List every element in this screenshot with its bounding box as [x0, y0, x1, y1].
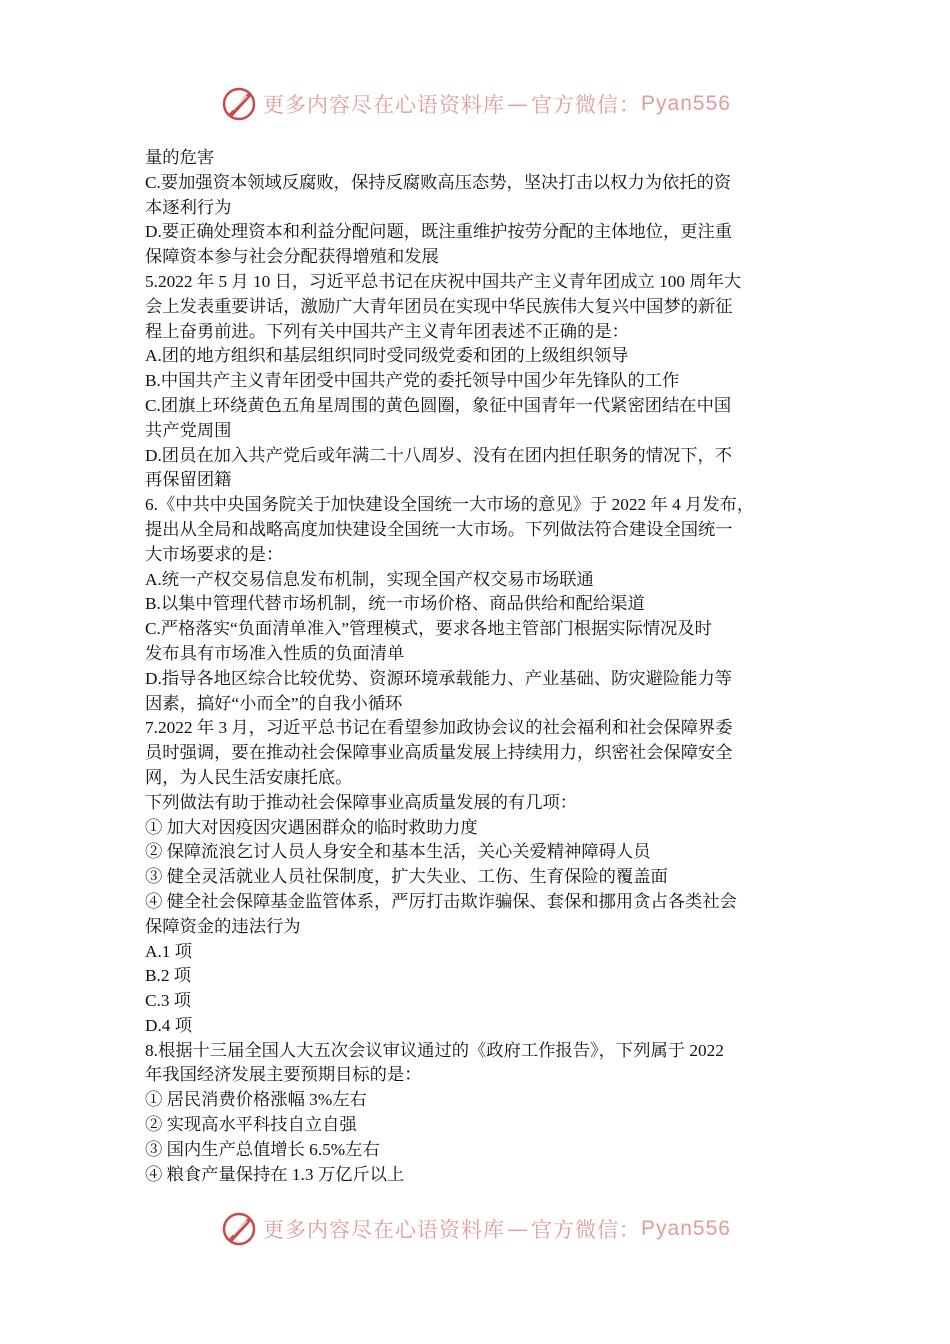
question-6-text: 6.《中共中央国务院关于加快建设全国统一大市场的意见》于 2022 年 4 月发布，	[145, 495, 755, 515]
question-7-text: 7.2022 年 3 月，习近平总书记在看望参加政协会议的社会福利和社会保障界委	[145, 718, 733, 738]
text-line: 因素，搞好“小而全”的自我小循环	[145, 693, 403, 713]
text-line: 提出从全局和战略高度加快建设全国统一大市场。下列做法符合建设全国统一	[145, 519, 733, 539]
quill-logo-icon	[219, 1209, 259, 1249]
text-line: 保障资金的违法行为	[145, 916, 301, 936]
option-line: C.团旗上环绕黄色五角星周围的黄色圆圈，象征中国青年一代紧密团结在中国	[145, 395, 732, 415]
statement-line: ② 实现高水平科技自立自强	[145, 1115, 357, 1135]
statement-line: ② 保障流浪乞讨人员人身安全和基本生活，关心关爱精神障碍人员	[145, 842, 651, 862]
option-line: C.严格落实“负面清单准入”管理模式，要求各地主管部门根据实际情况及时	[145, 619, 712, 639]
option-line: A.1 项	[145, 941, 193, 961]
watermark-wechat-id: Pyan556	[641, 92, 731, 115]
watermark-brand-text: 更多内容尽在心语资料库	[263, 1218, 506, 1242]
text-line: 再保留团籍	[145, 470, 232, 490]
text-line: 程上奋勇前进。下列有关中国共产主义青年团表述不正确的是：	[145, 321, 629, 341]
option-line: D.4 项	[145, 1015, 193, 1035]
text-line: C.要加强资本领域反腐败，保持反腐败高压态势，坚决打击以权力为依托的资	[145, 172, 732, 192]
quill-logo-icon	[219, 84, 259, 124]
text-line: 网，为人民生活安康托底。	[145, 767, 353, 787]
option-line: D.团员在加入共产党后或年满二十八周岁、没有在团内担任职务的情况下，不	[145, 445, 733, 465]
option-line: A.团的地方组织和基层组织同时受同级党委和团的上级组织领导	[145, 346, 629, 366]
watermark-brand-text: 更多内容尽在心语资料库	[263, 93, 506, 117]
option-line: D.指导各地区综合比较优势、资源环境承载能力、产业基础、防灾避险能力等	[145, 668, 733, 688]
statement-line: ① 加大对因疫因灾遇困群众的临时救助力度	[145, 817, 478, 837]
watermark-contact-text: 官方微信：	[531, 1218, 642, 1242]
text-line: 共产党周围	[145, 420, 232, 440]
option-line: B.以集中管理代替市场机制，统一市场价格、商品供给和配给渠道	[145, 594, 645, 614]
statement-line: ④ 粮食产量保持在 1.3 万亿斤以上	[145, 1164, 405, 1184]
question-5-text: 5.2022 年 5 月 10 日，习近平总书记在庆祝中国共产主义青年团成立 100 周年大	[145, 271, 742, 291]
statement-line: ① 居民消费价格涨幅 3%左右	[145, 1090, 367, 1110]
text-line: 下列做法有助于推动社会保障事业高质量发展的有几项：	[145, 792, 578, 812]
watermark-separator: —	[507, 1217, 530, 1241]
option-line: B.2 项	[145, 966, 192, 986]
statement-line: ④ 健全社会保障基金监管体系，严厉打击欺诈骗保、套保和挪用贪占各类社会	[145, 891, 737, 911]
statement-line: ③ 健全灵活就业人员社保制度，扩大失业、工伤、生育保险的覆盖面	[145, 867, 668, 887]
text-line: 本逐利行为	[145, 197, 232, 217]
text-line: 会上发表重要讲话，激励广大青年团员在实现中华民族伟大复兴中国梦的新征	[145, 296, 733, 316]
watermark-separator: —	[507, 92, 530, 116]
statement-line: ③ 国内生产总值增长 6.5%左右	[145, 1139, 380, 1159]
text-line: 大市场要求的是：	[145, 544, 284, 564]
text-line: 发布具有市场准入性质的负面清单	[145, 643, 405, 663]
text-line: 保障资本参与社会分配获得增殖和发展	[145, 247, 439, 267]
header-watermark	[0, 82, 950, 126]
document-body	[145, 146, 810, 1187]
option-line: A.统一产权交易信息发布机制，实现全国产权交易市场联通	[145, 569, 594, 589]
question-8-text: 8.根据十三届全国人大五次会议审议通过的《政府工作报告》，下列属于 2022	[145, 1040, 724, 1060]
option-line: B.中国共产主义青年团受中国共产党的委托领导中国少年先锋队的工作	[145, 371, 680, 391]
text-line: 年我国经济发展主要预期目标的是：	[145, 1065, 422, 1085]
option-line: C.3 项	[145, 991, 192, 1011]
text-line: D.要正确处理资本和利益分配问题，既注重维护按劳分配的主体地位，更注重	[145, 222, 733, 242]
text-line: 量的危害	[145, 148, 215, 167]
watermark-wechat-id: Pyan556	[641, 1217, 731, 1240]
text-line: 员时强调，要在推动社会保障事业高质量发展上持续用力，织密社会保障安全	[145, 743, 733, 763]
watermark-contact-text: 官方微信：	[531, 93, 642, 117]
footer-watermark	[0, 1207, 950, 1251]
